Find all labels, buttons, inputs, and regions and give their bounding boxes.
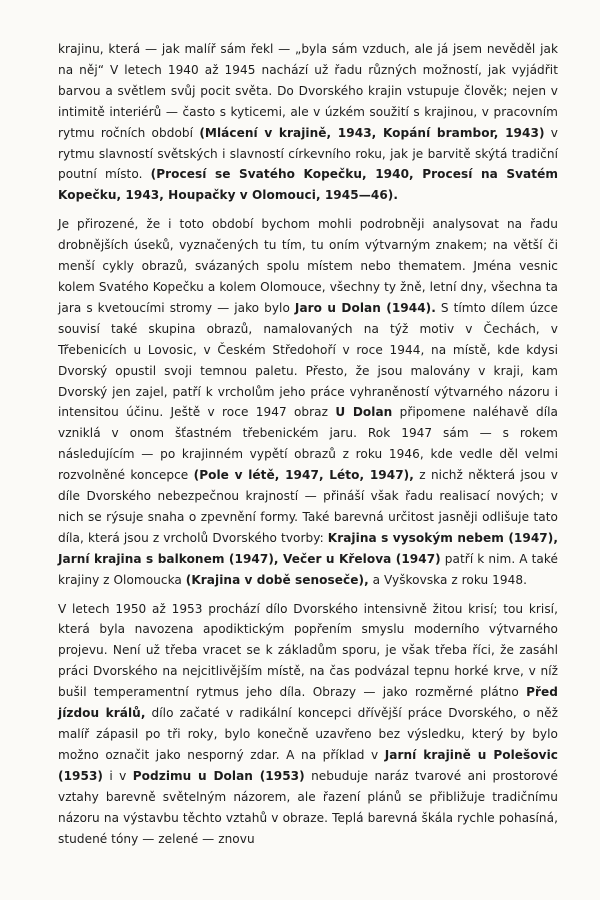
bold-title-run: (Procesí se Svatého Kopečku, 1940, Procesí na Svatém Kopečku, 1943, Houpačky v Olomouci, 1945—46). bbox=[58, 167, 558, 203]
text-run: S tímto dílem úzce souvisí také skupina obrazů, namalovaných na týž motiv v Čechách, v Třebenicích u Lovosic, v Českém Středohoří v roce 1944, na místě, kde kdysi Dvorský opustil svoji temnou paletu. Přesto, že jsou malovány v kraji, kam Dvorský jen zajel, patří k vrcholům jeho práce vyhraněností výtvarného názoru i intensitou účinu. Ještě v roce 1947 obraz bbox=[58, 300, 558, 420]
bold-title-run: Jarní krajině u Polešovic (1953) bbox=[58, 747, 558, 783]
text-run: krajinu, která — jak malíř sám řekl — „byla sám vzduch, ale já jsem nevěděl jak na něj“ V letech 1940 až 1945 nachází už řadu různých možností, jak vyjádřit barvou a světlem svůj pocit světa. Do Dvorského krajin vstupuje člověk; nejen v intimitě interiérů — často s kyticemi, ale v úzkém soužití s krajinou, v pracovním rytmu ročních období bbox=[58, 42, 558, 140]
text-run: i v bbox=[103, 768, 133, 783]
paragraph-1 bbox=[58, 39, 558, 206]
bold-title-run: Jaro u Dolan (1944). bbox=[294, 300, 436, 315]
text-run: v rytmu slavností světských i slavností církevního roku, jak je barvitě skýtá tradiční poutní místo. bbox=[58, 125, 559, 182]
bold-title-run: U Dolan bbox=[335, 405, 393, 420]
text-run: nebuduje naráz tvarové ani prostorové vztahy barevně světelným názorem, ale řazení plánů se přibližuje tradičnímu názoru na výstavbu těchto vztahů v obraze. Teplá barevná škála rychle pohasíná, studené tóny — zelené — znovu bbox=[58, 768, 558, 846]
text-run: z nichž některá jsou v díle Dvorského nebezpečnou krajností — přináší však řadu realisací nových; v nich se rýsuje snaha o zpevnění formy. Také barevná určitost jasněji odlišuje tato díla, která jsou z vrcholů Dvorského tvorby: bbox=[58, 468, 559, 545]
bold-title-run: Krajina s vysokým nebem (1947), Jarní krajina s balkonem (1947), Večer u Křelova (1947) bbox=[58, 530, 558, 566]
bold-title-run: (Mlácení v krajině, 1943, Kopání brambor, 1943) bbox=[199, 125, 545, 140]
paragraph-2 bbox=[58, 214, 558, 590]
bold-title-run: (Krajina v době senoseče), bbox=[185, 572, 369, 587]
text-run: a Vyškovska z roku 1948. bbox=[368, 572, 528, 587]
text-body bbox=[58, 39, 558, 849]
text-run: Je přirozené, že i toto období bychom mohli podrobněji analysovat na řadu drobnějších úseků, vyznačených tu tím, tu oním výtvarným znakem; na větší či menší cykly obrazů, svázaných spolu místem nebo thematem. Jména vesnic kolem Svatého Kopečku a kolem Olomouce, všechny ty žně, letní dny, všechna ta jara s kvetoucími stromy — jako bylo bbox=[58, 217, 558, 315]
text-run: připomene naléhavě díla vzniklá v onom šťastném třebenickém jaru. Rok 1947 sám — s rokem následujícím — po krajinném vypětí obrazů z roku 1946, kde vedle děl velmi rozvolněné koncepce bbox=[58, 405, 558, 483]
text-run: V letech 1950 až 1953 prochází dílo Dvorského intensivně žitou krisí; tou krisí, která byla navozena apodiktickým popřením smyslu moderního výtvarného projevu. Není už třeba vracet se k základům sporu, je však třeba říci, že zasáhl práci Dvorského na nejcitlivějším místě, na čas podvázal tepnu horké krve, v níž bušil temperamentní rytmus jeho díla. Obrazy — jako rozměrné plátno bbox=[58, 601, 558, 700]
bold-title-run: Před jízdou králů, bbox=[58, 685, 558, 721]
text-run: dílo začaté v radikální koncepci dřívější práce Dvorského, o něž malíř zápasil po tři roky, bylo konečně uzavřeno bez výsledku, který by bylo možno označit jako nesporný zdar. A na příklad v bbox=[58, 706, 558, 762]
paragraph-3 bbox=[58, 599, 558, 850]
bold-title-run: (Pole v létě, 1947, Léto, 1947), bbox=[193, 468, 414, 483]
bold-title-run: Podzimu u Dolan (1953) bbox=[132, 768, 305, 783]
text-run: patří k nim. A také krajiny z Olomoucka bbox=[58, 551, 558, 587]
